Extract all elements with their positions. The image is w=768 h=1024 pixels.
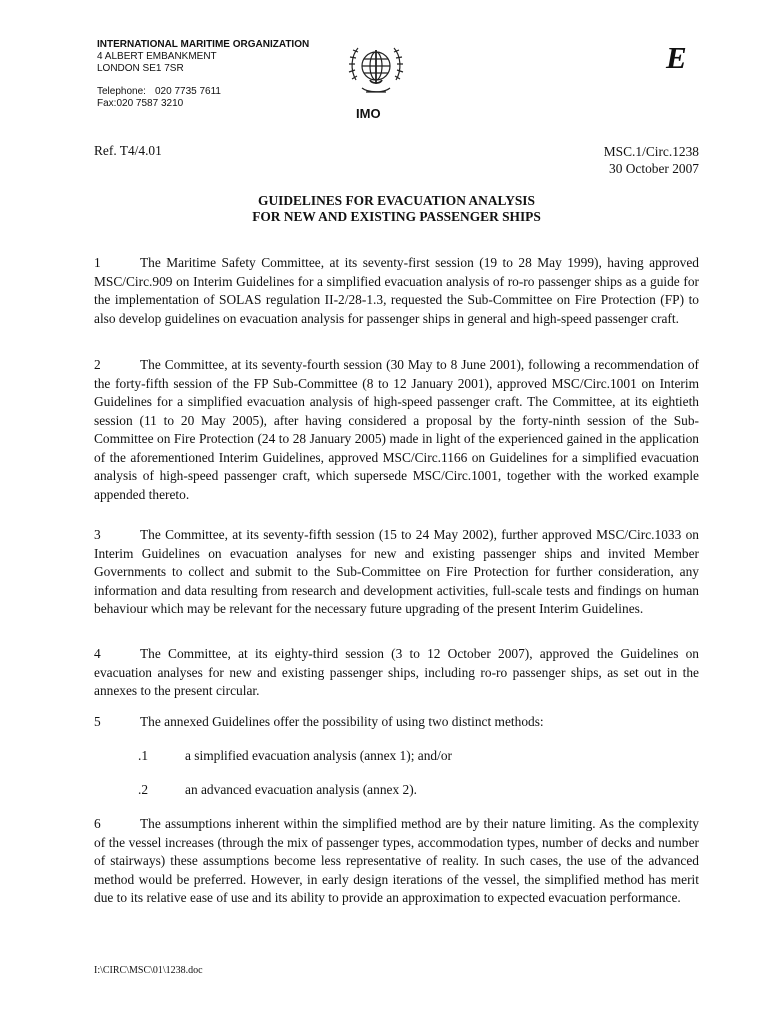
paragraph-6	[94, 815, 699, 908]
document-title	[94, 193, 699, 225]
paragraph-text: The assumptions inherent within the simplified method are by their nature limiting. As the complexity of the vessel increases (through the mix of passenger types, accommodation types, number of decks and number of stairways) these assumptions become less representative of reality. In such cases, the use of the advanced method would be preferred. However, in early design iterations of the vessel, the simplified method has merit due to its relative ease of use and its ability to provide an approximation to expected evacuation performance.	[94, 816, 699, 905]
address-line-1: 4 ALBERT EMBANKMENT	[97, 51, 217, 62]
method-number: .1	[138, 748, 149, 763]
paragraph-number: 5	[94, 714, 101, 729]
circular-info	[604, 143, 699, 177]
method-item-1	[138, 748, 452, 764]
method-text: a simplified evacuation analysis (annex 1); and/or	[185, 748, 452, 763]
fax-label: Fax:	[97, 98, 117, 109]
paragraph-number: 6	[94, 816, 101, 831]
paragraph-2	[94, 356, 699, 504]
circular-number: MSC.1/Circ.1238	[603, 144, 699, 159]
fax-value: 020 7587 3210	[116, 98, 184, 109]
paragraph-3	[94, 526, 699, 619]
telephone-line	[97, 86, 309, 98]
paragraph-number: 4	[94, 646, 101, 661]
telephone-label: Telephone:	[97, 86, 146, 97]
paragraph-5	[94, 713, 699, 732]
reference-number: Ref. T4/4.01	[94, 143, 162, 158]
address-line-2: LONDON SE1 7SR	[97, 63, 184, 74]
paragraph-text: The Committee, at its seventy-fourth session (30 May to 8 June 2001), following a recommendation of the forty-fifth session of the FP Sub-Committee (8 to 12 January 2001), approved MSC/Circ.1001 on Interim Guidelines for a simplified evacuation analysis of high-speed passenger craft. The Committee, at its eightieth session (11 to 20 May 2005), after having considered a proposal by the forty-ninth session of the Sub-Committee on Fire Protection (24 to 28 January 2005) made in light of the experienced gained in the application of the aforementioned Interim Guidelines, approved MSC/Circ.1166 on Guidelines for a simplified evacuation analysis of high-speed passenger craft, which supersede MSC/Circ.1001, together with the worked example appended thereto.	[94, 357, 699, 502]
paragraph-text: The Committee, at its seventy-fifth session (15 to 24 May 2002), further approved MSC/Circ.1033 on Interim Guidelines on evacuation analyses for new and existing passenger ships and invited Member Governments to collect and submit to the Sub-Committee on Fire Protection for further consideration, any information and data resulting from research and development activities, full-scale tests and findings on human behaviour which may be relevant for the necessary future upgrading of the present Interim Guidelines.	[94, 527, 699, 616]
telephone-value: 020 7735 7611	[155, 86, 221, 97]
title-line-2: FOR NEW AND EXISTING PASSENGER SHIPS	[252, 209, 541, 224]
method-text: an advanced evacuation analysis (annex 2).	[185, 782, 418, 797]
paragraph-number: 2	[94, 357, 101, 372]
paragraph-text: The annexed Guidelines offer the possibility of using two distinct methods:	[140, 714, 544, 729]
org-name: INTERNATIONAL MARITIME ORGANIZATION	[97, 39, 310, 50]
language-code: E	[666, 40, 687, 75]
footer-file-path: I:\CIRC\MSC\01\1238.doc	[94, 965, 203, 976]
paragraph-number: 1	[94, 255, 101, 270]
paragraph-4	[94, 645, 699, 701]
circular-date: 30 October 2007	[609, 161, 699, 176]
title-line-1: GUIDELINES FOR EVACUATION ANALYSIS	[258, 193, 535, 208]
paragraph-text: The Maritime Safety Committee, at its seventy-first session (19 to 28 May 1999), having approved MSC/Circ.909 on Interim Guidelines for a simplified evacuation analysis of ro-ro passenger ships as a guide for the implementation of SOLAS regulation II-2/28-1.3, requested the Sub-Committee on Fire Protection (FP) to also develop guidelines on evacuation analysis for passenger ships in general and high-speed passenger craft.	[94, 255, 699, 326]
imo-emblem-icon	[348, 40, 404, 98]
organization-header	[97, 39, 309, 110]
imo-logo-text: IMO	[356, 106, 381, 121]
method-number: .2	[138, 782, 149, 797]
fax-line	[97, 98, 309, 110]
method-item-2	[138, 782, 417, 798]
paragraph-text: The Committee, at its eighty-third session (3 to 12 October 2007), approved the Guidelines on evacuation analyses for new and existing passenger ships, including ro-ro passenger ships, as set out in the annexes to the present circular.	[94, 646, 699, 698]
paragraph-number: 3	[94, 527, 101, 542]
paragraph-1	[94, 254, 699, 328]
